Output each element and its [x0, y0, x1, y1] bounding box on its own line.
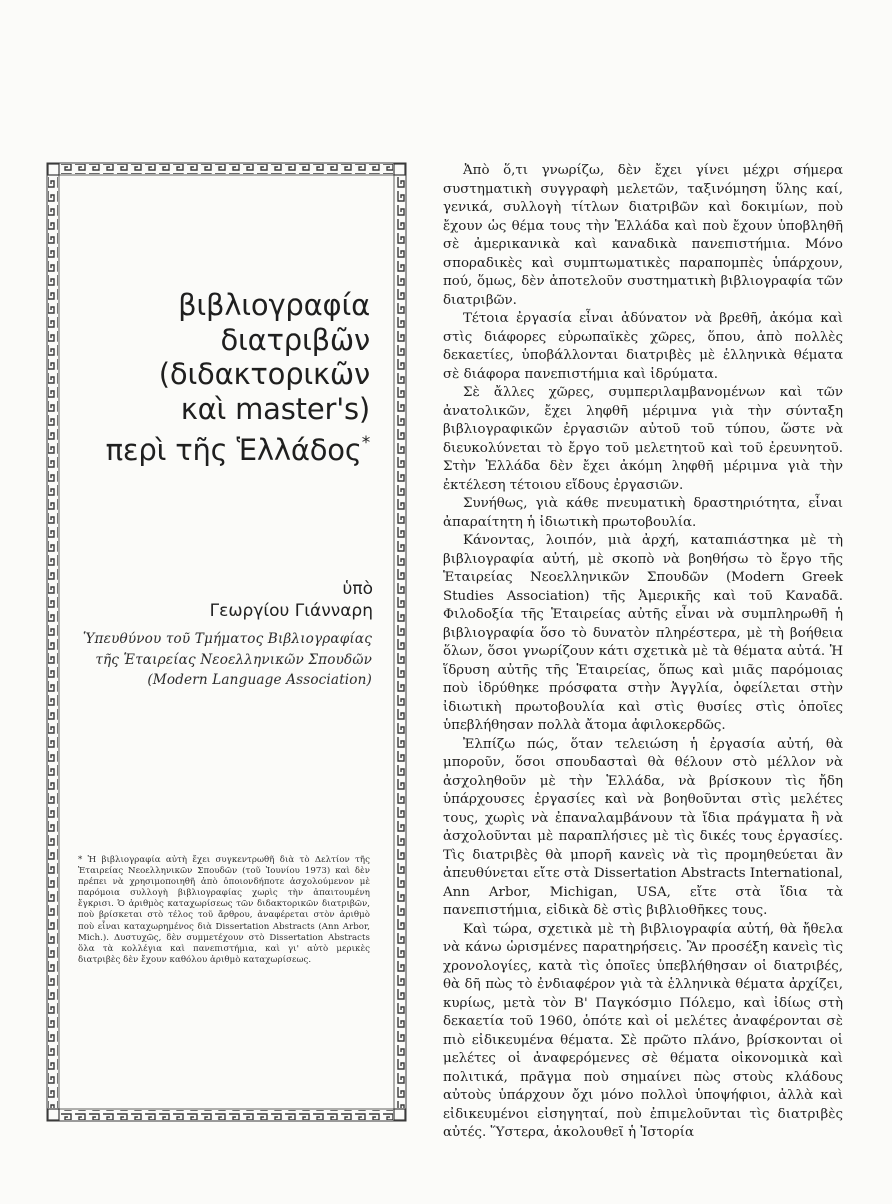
body-paragraph-5: Κάνοντας, λοιπόν, μιὰ ἀρχή, καταπιάστηκα μὲ τὴ βιβλιογραφία αὐτή, μὲ σκοπὸ νὰ βοηθήσω τὸ ἔργο τῆς Ἑταιρείας Νεοελληνικῶν Σπουδῶν (Modern Greek Studies Association) τῆς Ἀμερικῆς καὶ τοῦ Καναδᾶ. Φιλοδοξία τῆς Ἑταιρείας αὐτῆς εἶναι νὰ συμπληρωθῆ ἡ βιβλιογραφία ὅσο τὸ δυνατὸν πληρέστερα, μὲ τὴ βοήθεια ὅλων, ὅσοι γνωρίζουν κάτι σχετικὰ μὲ τὰ θέματα αὐτά. Ἡ ἵδρυση αὐτῆς τῆς Ἑταιρείας, ὅπως καὶ μιᾶς παρόμοιας ποὺ ἱδρύθηκε πρόσφατα στὴν Ἀγγλία, ὀφείλεται στὴν ἰδιωτικὴ πρωτοβουλία καὶ στὶς θυσίες στὶς ὁποῖες ὑπεβλήθησαν πολλὰ ἄτομα ἀφιλοκερδῶς. — [443, 533, 843, 733]
body-paragraph-6: Ἐλπίζω πώς, ὅταν τελειώση ἡ ἐργασία αὐτή, θὰ μποροῦν, ὅσοι σπουδασταὶ θὰ θέλουν στὸ μέλλον νὰ ἀσχοληθοῦν μὲ τὴν Ἑλλάδα, νὰ βρίσκουν τὶς ἤδη ὑπάρχουσες ἐργασίες καὶ νὰ βοηθοῦνται στὶς μελέτες τους, χωρὶς νὰ ἐπαναλαμβάνουν τὰ ἴδια πράγματα ἢ νὰ ἀσχολοῦνται μὲ παραπλήσιες μὲ τὶς δικές τους ἐργασίες. Τὶς διατριβὲς θὰ μπορῆ κανεὶς νὰ τὶς προμηθεύεται ἂν ἀπευθύνεται εἴτε στὰ Dissertation Abstracts International, Ann Arbor, Michigan, USA, εἴτε στὰ ἴδια τὰ πανεπιστήμια, εἰδικὰ δὲ στὶς βιβλιοθῆκες τους. — [443, 736, 843, 918]
body-text-column — [443, 162, 843, 1143]
affiliation-line-1: Ὑπευθύνου τοῦ Τμήματος Βιβλιογραφίας — [82, 631, 372, 647]
body-paragraph-7: Καὶ τώρα, σχετικὰ μὲ τὴ βιβλιογραφία αὐτή, θὰ ἤθελα νὰ κάνω ὡρισμένες παρατηρήσεις. Ἂν προσέξη κανεὶς τὶς χρονολογίες, κατὰ τὶς ὁποῖες ὑπεβλήθησαν οἱ διατριβές, θὰ δῆ πὼς τὸ ἐνδιαφέρον γιὰ τὰ ἑλληνικὰ θέματα ἀρχίζει, κυρίως, μετὰ τὸν Β' Παγκόσμιο Πόλεμο, καὶ ἰδίως στὴ δεκαετία τοῦ 1960, ὁπότε καὶ οἱ μελέτες ἀναφέρονται σὲ πιὸ εἰδικευμένα θέματα. Σὲ πρῶτο πλάνο, βρίσκονται οἱ μελέτες οἱ ἀναφερόμενες σὲ θέματα οἰκονομικὰ καὶ πολιτικά, πρᾶγμα ποὺ σημαίνει πὼς στοὺς κλάδους αὐτοὺς ὑπάρχουν ὄχι μόνο πολλοὶ ὑποψήφιοι, ἀλλὰ καὶ εἰδικευμένοι εἰσηγηταί, ποὺ ἐπιμελοῦνται τὶς διατριβὲς αὐτές. Ὕστερα, ἀκολουθεῖ ἡ Ἱστορία — [443, 921, 843, 1140]
title-line-4: καὶ master's) — [180, 391, 370, 426]
author-name: Γεωργίου Γιάνναρη — [209, 601, 373, 621]
article-title — [80, 288, 370, 468]
body-paragraph-3: Σὲ ἄλλες χῶρες, συμπεριλαμβανομένων καὶ τῶν ἀνατολικῶν, ἔχει ληφθῆ μέριμνα γιὰ τὴν σύνταξη βιβλιογραφικῶν ἐργασιῶν αὐτοῦ τοῦ τύπου, ὥστε νὰ διευκολύνεται τὸ ἔργο τοῦ μελετητοῦ καὶ τοῦ ἐρευνητοῦ. Στὴν Ἑλλάδα δὲν ἔχει ἀκόμη ληφθῆ μέριμνα γιὰ τὴν ἐκτέλεση τέτοιου εἴδους ἐργασιῶν. — [443, 385, 843, 493]
title-line-3: (διδακτορικῶν — [158, 357, 370, 391]
footnote: * Ἡ βιβλιογραφία αὐτὴ ἔχει συγκεντρωθῆ διὰ τὸ Δελτίον τῆς Ἑταιρείας Νεοελληνικῶν Σπουδῶν (τοῦ Ἰουνίου 1973) καὶ δὲν πρέπει νὰ χρησιμοποιηθῆ ἀπὸ ὁποιονδήποτε ἀσχολούμενον μὲ παρόμοια συλλογὴ βιβλιογραφίας χωρὶς τὴν ἀπαιτουμένη ἔγκρισι. Ὁ ἀριθμὸς καταχωρίσεως τῶν διδακτορικῶν διατριβῶν, ποὺ βρίσκεται στὸ τέλος τοῦ ἄρθρου, ἀναφέρεται στὸν ἀριθμὸ ποὺ εἶναι καταχωρημένος διὰ Dissertation Abstracts (Ann Arbor, Mich.). Δυστυχῶς, δὲν συμμετέχουν στὸ Dissertation Abstracts ὅλα τὰ κολλέγια καὶ πανεπιστήμια, καὶ γι' αὐτὸ μερικὲς διατριβὲς δὲν ἔχουν καθόλου ἀριθμὸ καταχωρίσεως. — [78, 855, 370, 965]
body-paragraph-1: Ἀπὸ ὅ,τι γνωρίζω, δὲν ἔχει γίνει μέχρι σήμερα συστηματικὴ συγγραφὴ μελετῶν, ταξινόμηση ὕλης καί, γενικά, συλλογὴ τίτλων διατριβῶν καὶ δοκιμίων, ποὺ ἔχουν ὡς θέμα τους τὴν Ἑλλάδα καὶ ποὺ ἔχουν ὑποβληθῆ σὲ ἀμερικανικὰ καὶ καναδικὰ πανεπιστήμια. Μόνο σποραδικὲς καὶ συμπτωματικὲς παραπομπὲς ὑπάρχουν, πού, ὅμως, δὲν ἀποτελοῦν συστηματικὴ βιβλιογραφία τῶν διατριβῶν. — [443, 163, 843, 308]
affiliation-line-3: (Modern Language Association) — [147, 672, 372, 688]
title-line-1: βιβλιογραφία — [178, 288, 370, 322]
byline — [100, 578, 373, 622]
byline-by: ὑπὸ — [342, 579, 373, 599]
title-line-2: διατριβῶν — [220, 322, 370, 357]
body-paragraph-4: Συνήθως, γιὰ κάθε πνευματικὴ δραστηριότητα, εἶναι ἀπαραίτητη ἡ ἰδιωτικὴ πρωτοβουλία. — [443, 496, 843, 530]
affiliation-line-2: τῆς Ἑταιρείας Νεοελληνικῶν Σπουδῶν — [95, 651, 372, 668]
body-paragraph-2: Τέτοια ἐργασία εἶναι ἀδύνατον νὰ βρεθῆ, ἀκόμα καὶ στὶς διάφορες εὐρωπαϊκὲς χῶρες, ὅπου, ἀπὸ πολλὲς δεκαετίες, ὑποβάλλονται διατριβὲς μὲ ἑλληνικὰ θέματα σὲ διάφορα πανεπιστήμια καὶ ἱδρύματα. — [443, 311, 843, 382]
author-affiliation — [60, 629, 372, 691]
footnote-mark: * — [361, 433, 370, 453]
title-line-5 — [80, 426, 370, 468]
title-line-5-text: περὶ τῆς Ἑλλάδος — [105, 433, 362, 467]
